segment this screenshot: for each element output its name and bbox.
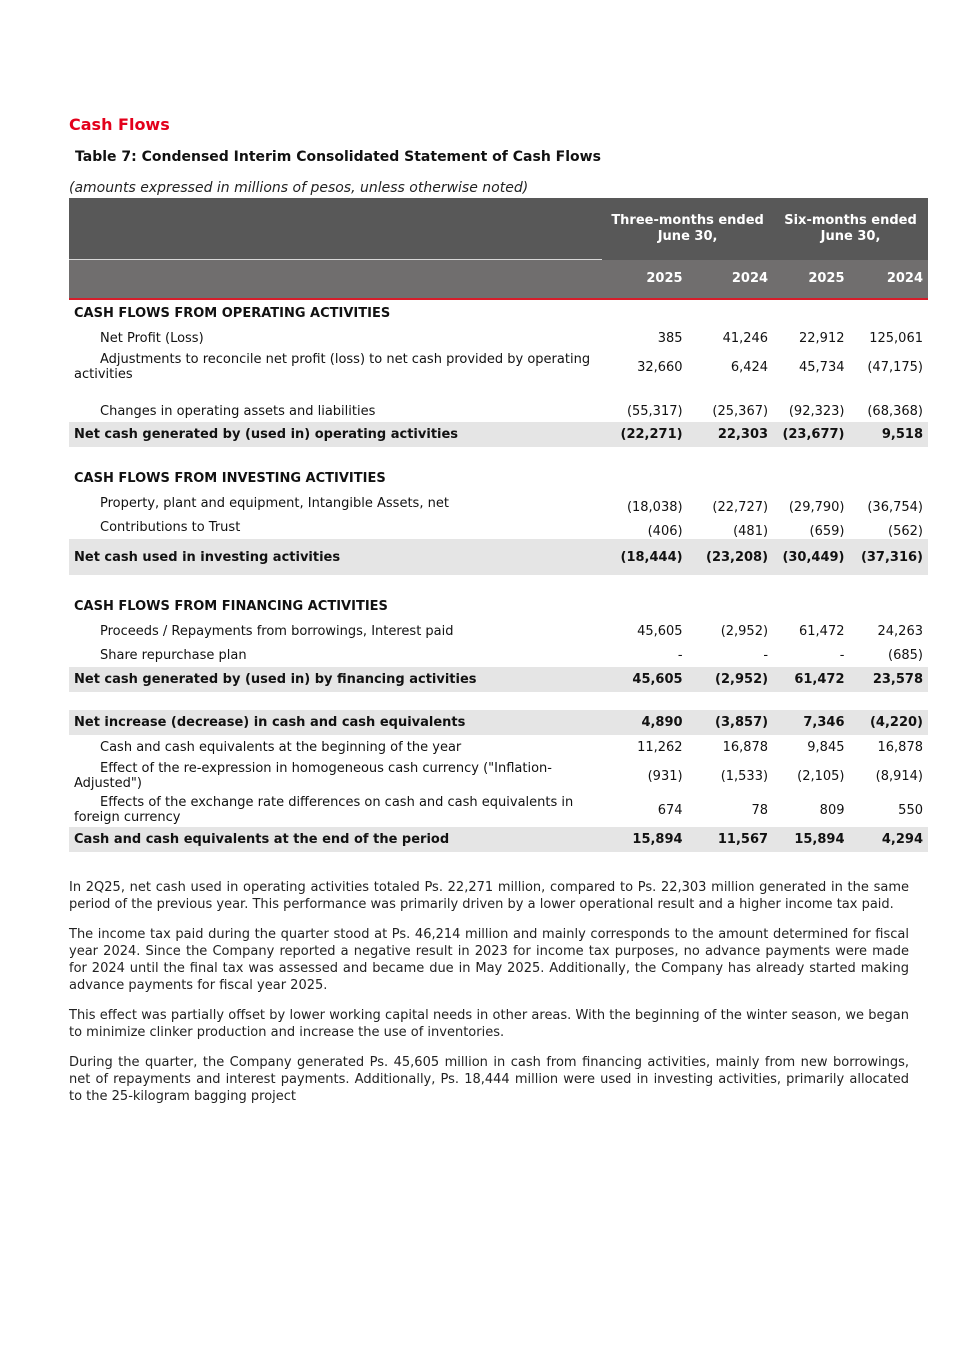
cell-value: (2,952) (720, 623, 769, 639)
total-label: Net increase (decrease) in cash and cash equivalents (69, 710, 602, 735)
row-label-text: Contributions to Trust (100, 519, 241, 535)
table-row (69, 643, 928, 667)
header-three-months: Three-months ended June 30, (602, 198, 773, 260)
cash-flow-table (69, 198, 928, 852)
total-value: 23,578 (850, 667, 929, 692)
cell-value: 550 (898, 802, 923, 818)
cell-value: (68,368) (867, 404, 923, 419)
row-label-text: Net Profit (Loss) (100, 330, 204, 346)
total-value: 4,294 (850, 827, 929, 852)
cell-value: (1,533) (720, 768, 769, 784)
total-value: (23,677) (773, 422, 849, 447)
row-label (69, 735, 602, 759)
total-value: (2,952) (688, 667, 773, 692)
row-label (69, 619, 602, 643)
total-value: 7,346 (773, 710, 849, 735)
cell-value: 125,061 (869, 330, 923, 346)
total-label: Net cash generated by (used in) operating activities (69, 422, 602, 447)
paragraph: The income tax paid during the quarter stood at Ps. 46,214 million and mainly corresponds to the amount determined for fiscal year 2024. Since the Company reported a negative result in 2023 for income tax purposes, no advance payments were made for 2024 until the final tax was assessed and became due in May 2025. Additionally, the Company has already started making advance payments for fiscal year 2025. (69, 927, 909, 993)
row-label (69, 793, 602, 827)
table-row (69, 384, 928, 422)
row-label-text: Proceeds / Repayments from borrowings, Interest paid (100, 623, 454, 639)
cell-value: (55,317) (626, 404, 683, 419)
cell-value: 61,472 (799, 623, 845, 639)
total-value: (23,208) (688, 539, 773, 575)
row-label-text: Effect of the re-expression in homogeneous cash currency ("Inflation-Adjusted") (74, 761, 552, 791)
cell-value: 16,878 (722, 739, 769, 755)
cell-value: 6,424 (730, 359, 769, 375)
header-row-periods (69, 198, 928, 260)
cell-value: 9,845 (807, 739, 845, 755)
row-label (69, 350, 602, 384)
cell-value: (931) (647, 768, 683, 784)
section-heading-row (69, 300, 928, 326)
commentary (69, 879, 909, 1118)
total-value: (30,449) (773, 539, 849, 575)
table-row (69, 491, 928, 515)
row-label-text: Share repurchase plan (100, 647, 247, 663)
section-title: Cash Flows (69, 115, 170, 134)
cell-value: (8,914) (875, 768, 923, 784)
total-value: 15,894 (773, 827, 849, 852)
row-label-text: Effects of the exchange rate differences on cash and cash equivalents in foreign currency (74, 795, 574, 825)
total-row (69, 539, 928, 575)
cell-value: (36,754) (867, 500, 923, 515)
section-heading: CASH FLOWS FROM INVESTING ACTIVITIES (74, 470, 386, 486)
section-heading: CASH FLOWS FROM FINANCING ACTIVITIES (74, 598, 388, 614)
cell-value: 32,660 (637, 359, 683, 375)
table-row (69, 326, 928, 350)
row-label-text: Property, plant and equipment, Intangible Assets, net (100, 495, 449, 511)
total-row (69, 710, 928, 735)
total-value: (3,857) (688, 710, 773, 735)
total-row (69, 422, 928, 447)
table-row (69, 515, 928, 539)
spacer (69, 447, 928, 465)
cell-value: (562) (888, 524, 923, 539)
total-row (69, 827, 928, 852)
cell-value: 78 (751, 802, 769, 818)
cell-value: 809 (819, 802, 845, 818)
total-value: 22,303 (688, 422, 773, 447)
cell-value: 11,262 (637, 739, 683, 755)
section-heading-row (69, 465, 928, 491)
total-value: (4,220) (850, 710, 929, 735)
spacer (69, 692, 928, 710)
total-value: 4,890 (602, 710, 687, 735)
row-label (69, 759, 602, 793)
header-year: 2025 (773, 260, 849, 299)
header-year: 2025 (602, 260, 687, 299)
paragraph: During the quarter, the Company generated Ps. 45,605 million in cash from financing activities, mainly from new borrowings, net of repayments and interest payments. Additionally, Ps. 18,444 million were used in investing activities, primarily allocated to the 25-kilogram bagging project (69, 1055, 909, 1104)
paragraph: In 2Q25, net cash used in operating activities totaled Ps. 22,271 million, compared to Ps. 22,303 million generated in the same period of the previous year. This performance was primarily driven by a lower operational result and a higher income tax paid. (69, 880, 909, 912)
total-value: 45,605 (602, 667, 687, 692)
row-label (69, 515, 602, 539)
total-label: Net cash generated by (used in) by financing activities (69, 667, 602, 692)
section-heading-row (69, 593, 928, 619)
header-blank (69, 198, 602, 260)
cell-value: (406) (647, 524, 683, 539)
cell-value: 385 (657, 330, 683, 346)
cell-value: (659) (809, 524, 845, 539)
header-six-months: Six-months ended June 30, (773, 198, 928, 260)
spacer (69, 575, 928, 593)
total-value: (37,316) (850, 539, 929, 575)
cell-value: 41,246 (722, 330, 769, 346)
total-label: Net cash used in investing activities (69, 539, 602, 575)
total-value: 61,472 (773, 667, 849, 692)
cell-value: 674 (657, 802, 683, 818)
table-title: Table 7: Condensed Interim Consolidated Statement of Cash Flows (75, 149, 601, 165)
row-label (69, 491, 602, 515)
header-year: 2024 (850, 260, 929, 299)
total-value: 15,894 (602, 827, 687, 852)
cell-value: 45,734 (799, 359, 845, 375)
table-row (69, 759, 928, 793)
cell-value: 16,878 (877, 739, 923, 755)
total-value: (18,444) (602, 539, 687, 575)
total-value: 9,518 (850, 422, 929, 447)
row-label-text: Cash and cash equivalents at the beginning of the year (100, 739, 462, 755)
cell-value: (18,038) (626, 500, 683, 515)
header-row-years (69, 260, 928, 299)
table-note: (amounts expressed in millions of pesos, unless otherwise noted) (69, 180, 529, 196)
table-row (69, 350, 928, 384)
header-year: 2024 (688, 260, 773, 299)
cell-value: (47,175) (867, 359, 923, 375)
total-row (69, 667, 928, 692)
cell-value: - (763, 647, 769, 663)
table-row (69, 735, 928, 759)
row-label (69, 643, 602, 667)
section-heading: CASH FLOWS FROM OPERATING ACTIVITIES (74, 305, 391, 321)
paragraph: This effect was partially offset by lower working capital needs in other areas. With the beginning of the winter season, we began to minimize clinker production and increase the use of inventories. (69, 1008, 909, 1040)
row-label (69, 326, 602, 350)
cell-value: (25,367) (712, 404, 769, 419)
row-label-text: Changes in operating assets and liabilities (100, 404, 376, 419)
cell-value: - (839, 647, 845, 663)
row-label (69, 384, 602, 422)
cell-value: (685) (888, 647, 923, 663)
cell-value: 45,605 (637, 623, 683, 639)
total-value: (22,271) (602, 422, 687, 447)
cell-value: - (677, 647, 683, 663)
row-label-text: Adjustments to reconcile net profit (loss) to net cash provided by operating activities (74, 352, 591, 382)
cell-value: (29,790) (788, 500, 845, 515)
table-row (69, 793, 928, 827)
cell-value: (2,105) (797, 768, 845, 784)
cell-value: (481) (733, 524, 769, 539)
header-blank (69, 260, 602, 299)
total-label: Cash and cash equivalents at the end of the period (69, 827, 602, 852)
table-row (69, 619, 928, 643)
cell-value: (22,727) (712, 500, 769, 515)
total-value: 11,567 (688, 827, 773, 852)
cell-value: (92,323) (788, 404, 845, 419)
cell-value: 22,912 (799, 330, 845, 346)
cell-value: 24,263 (877, 623, 923, 639)
